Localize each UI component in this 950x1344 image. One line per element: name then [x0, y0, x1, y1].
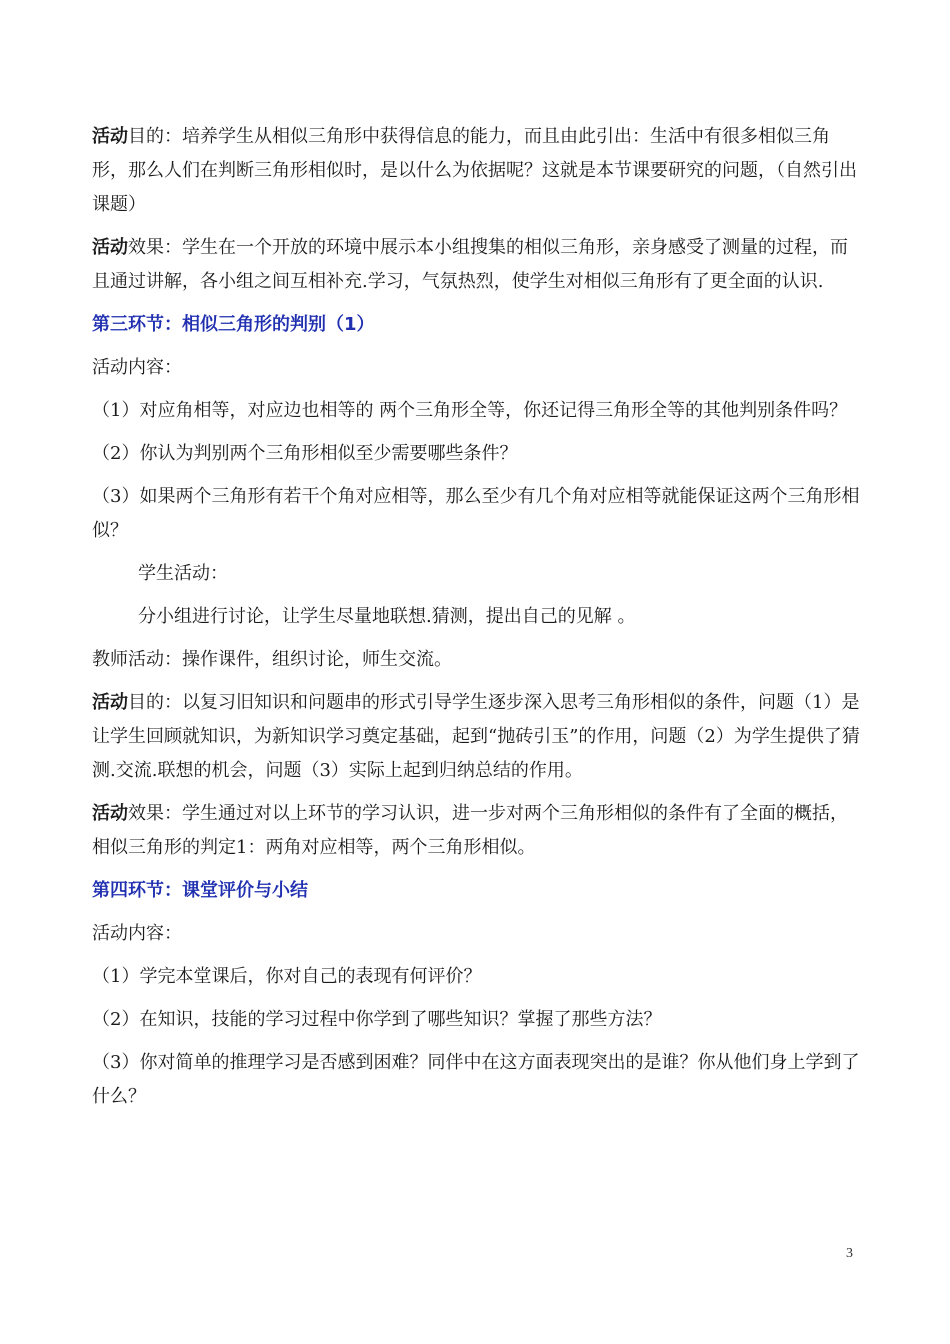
paragraph-activity-purpose-2	[92, 686, 864, 788]
question-3: （3）如果两个三角形有若干个角对应相等，那么至少有几个角对应相等就能保证这两个三角形相似？	[92, 486, 860, 541]
question-3: （3）你对简单的推理学习是否感到困难？同伴中在这方面表现突出的是谁？你从他们身上学到了什么？	[92, 1052, 860, 1107]
activity-lead: 活动	[92, 126, 128, 147]
section-heading-3: 第三环节：相似三角形的判别（1）	[92, 314, 375, 335]
activity-lead: 活动	[92, 803, 128, 824]
question-2: （2）在知识，技能的学习过程中你学到了哪些知识？掌握了那些方法？	[92, 1009, 662, 1030]
activity-content-label-4: 活动内容：	[92, 923, 182, 944]
paragraph-text: 效果：学生通过对以上环节的学习认识，进一步对两个三角形相似的条件有了全面的概括，相似三角形的判定1：两角对应相等，两个三角形相似。	[92, 803, 848, 858]
teacher-activity-text: 教师活动：操作课件，组织讨论，师生交流。	[92, 649, 452, 670]
student-activity-text: 分小组进行讨论，让学生尽量地联想.猜测，提出自己的见解 。	[138, 606, 636, 627]
question-1: （1）学完本堂课后，你对自己的表现有何评价？	[92, 966, 482, 987]
paragraph-activity-purpose-1	[92, 120, 864, 222]
paragraph-text: 效果：学生在一个开放的环境中展示本小组搜集的相似三角形，亲身感受了测量的过程，而且通过讲解，各小组之间互相补充.学习，气氛热烈，使学生对相似三角形有了更全面的认识.	[92, 237, 848, 292]
question-1: （1）对应角相等，对应边也相等的 两个三角形全等，你还记得三角形全等的其他判别条件吗？	[92, 400, 848, 421]
activity-lead: 活动	[92, 692, 128, 713]
paragraph-activity-effect-2	[92, 797, 864, 865]
paragraph-text: 目的：培养学生从相似三角形中获得信息的能力，而且由此引出：生活中有很多相似三角形，那么人们在判断三角形相似时，是以什么为依据呢？这就是本节课要研究的问题，（自然引出课题）	[92, 126, 857, 215]
paragraph-activity-effect-1	[92, 231, 864, 299]
section-heading-4: 第四环节：课堂评价与小结	[92, 880, 308, 901]
activity-lead: 活动	[92, 237, 128, 258]
page-number: 3	[846, 1246, 853, 1261]
paragraph-text: 目的：以复习旧知识和问题串的形式引导学生逐步深入思考三角形相似的条件，问题（1）是让学生回顾就知识，为新知识学习奠定基础，起到“抛砖引玉”的作用，问题（2）为学生提供了猜测.交流.联想的机会，问题（3）实际上起到归纳总结的作用。	[92, 692, 860, 781]
student-activity-label: 学生活动：	[138, 563, 228, 584]
activity-content-label-3: 活动内容：	[92, 357, 182, 378]
document-page	[92, 120, 864, 1114]
question-2: （2）你认为判别两个三角形相似至少需要哪些条件？	[92, 443, 518, 464]
